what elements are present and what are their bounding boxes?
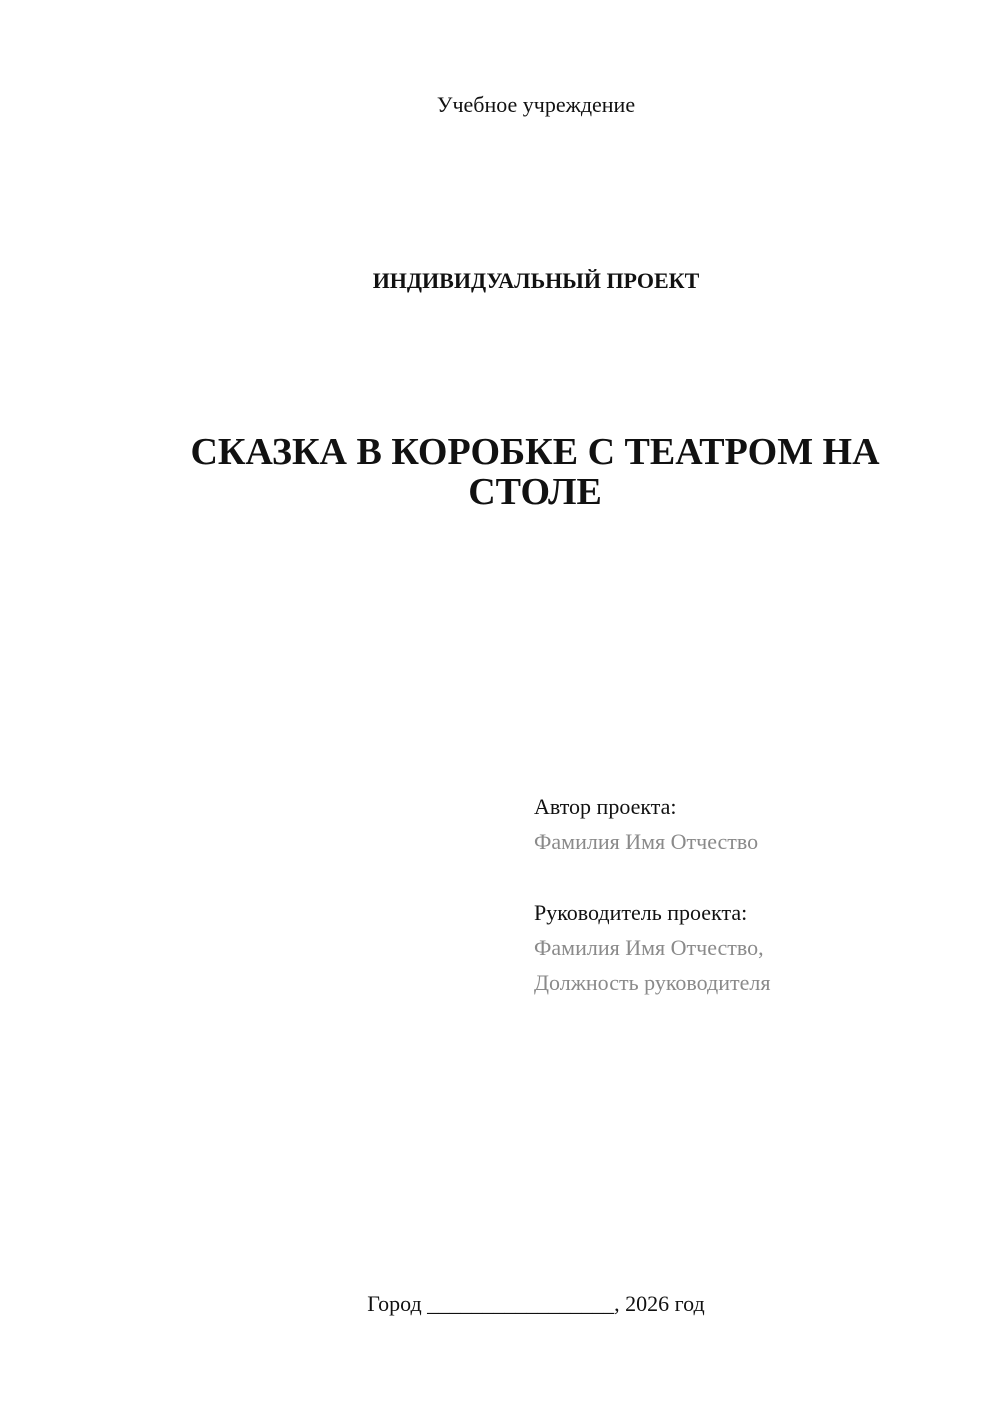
institution-name: Учебное учреждение	[436, 92, 636, 117]
supervisor-name: Фамилия Имя Отчество,	[534, 935, 764, 960]
project-title-line-1: СКАЗКА В КОРОБКЕ С ТЕАТРОМ НА	[190, 431, 880, 473]
project-title-line-2: СТОЛЕ	[468, 471, 602, 513]
author-label: Автор проекта:	[534, 794, 677, 819]
document-type: ИНДИВИДУАЛЬНЫЙ ПРОЕКТ	[372, 268, 700, 293]
author-name: Фамилия Имя Отчество	[534, 829, 759, 854]
supervisor-position: Должность руководителя	[534, 970, 771, 995]
supervisor-label: Руководитель проекта:	[534, 900, 748, 925]
city-year-line: Город _________________, 2026 год	[367, 1291, 705, 1316]
credits-block	[534, 789, 974, 1000]
project-title	[175, 432, 895, 512]
credits-spacer	[534, 859, 974, 895]
